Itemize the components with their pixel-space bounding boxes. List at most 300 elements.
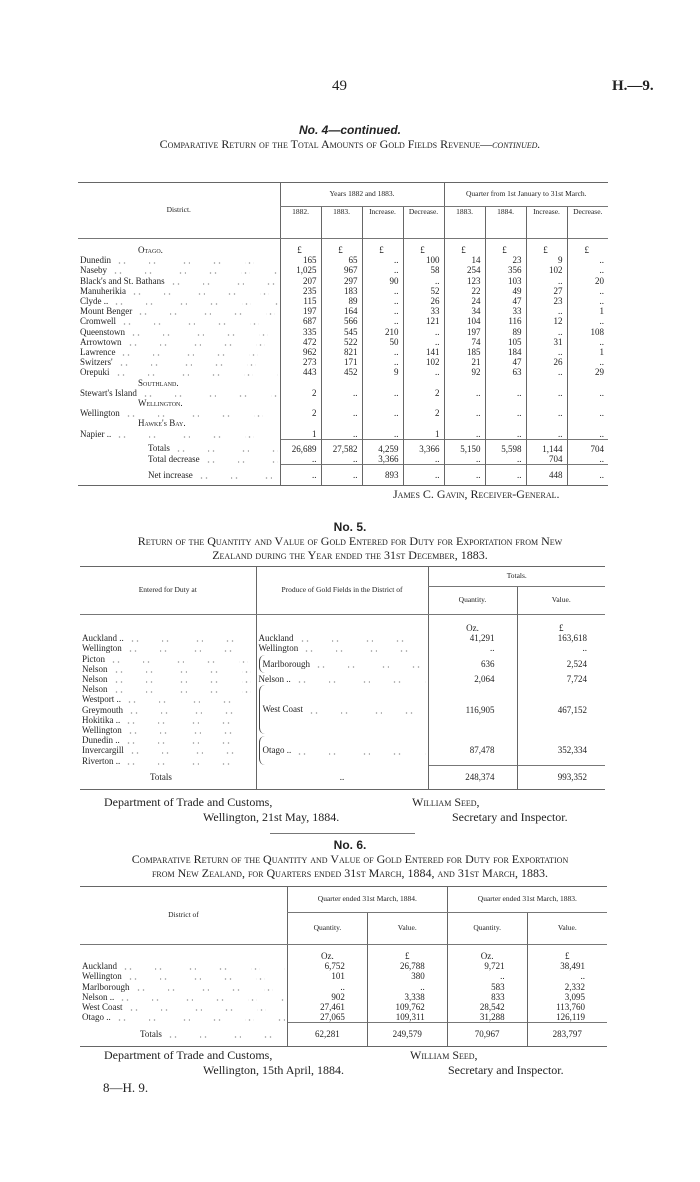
value-cell: .. <box>526 367 567 377</box>
dot-leader <box>128 643 254 653</box>
unit-cell <box>485 398 526 408</box>
table4-gold-fields-revenue <box>78 182 608 486</box>
unit-cell: £ <box>526 239 567 256</box>
table6-quarterly-gold-exports <box>80 886 607 1047</box>
value-cell: 21 <box>444 357 485 367</box>
value-cell: 123 <box>444 276 485 286</box>
value-cell: 1 <box>567 306 608 316</box>
dot-leader <box>119 357 278 367</box>
unit-cell <box>567 398 608 408</box>
district-name: Hokitika .. <box>82 714 121 725</box>
value-cell: 448 <box>526 465 567 486</box>
totals-quantity: 248,374 <box>428 766 517 789</box>
value-cell: 52 <box>403 286 444 296</box>
district-label-wrap <box>82 961 285 971</box>
value-cell: 24 <box>444 296 485 306</box>
value-cell: .. <box>287 982 367 992</box>
district-name: Wellington <box>82 643 122 654</box>
value-cell: 116 <box>485 316 526 326</box>
value-cell: .. <box>567 255 608 265</box>
dot-leader <box>114 664 254 674</box>
district-cell <box>78 265 280 275</box>
district-cell <box>80 1002 287 1012</box>
col-district: District of <box>80 887 287 945</box>
unit-cell <box>280 398 321 408</box>
table-row <box>78 357 608 367</box>
table6-heading <box>0 838 700 880</box>
district-cell <box>78 408 280 418</box>
dot-leader <box>130 633 254 643</box>
value-cell: .. <box>280 454 321 465</box>
district-name: Riverton .. <box>82 755 121 766</box>
district-name: Otago .. <box>82 1012 111 1023</box>
value-cell: 102 <box>526 265 567 275</box>
unit-cell <box>362 398 403 408</box>
value-cell: 31 <box>526 337 567 347</box>
table-row <box>80 1002 607 1012</box>
value-cell: 38,491 <box>527 961 607 971</box>
dot-leader <box>117 255 278 265</box>
entered-for-duty-cell <box>80 735 256 745</box>
value-cell: .. <box>362 265 403 275</box>
value-cell: 34 <box>444 306 485 316</box>
table-row <box>80 633 605 643</box>
produce-wrap <box>259 674 426 684</box>
value-cell: 967 <box>321 265 362 275</box>
col-header: 1883. <box>444 207 485 239</box>
value-cell: 28,542 <box>447 1002 527 1012</box>
value-cell: .. <box>485 429 526 440</box>
col-header: Quantity. <box>447 913 527 945</box>
blank <box>256 615 428 634</box>
value-cell: 545 <box>321 327 362 337</box>
value-cell: .. <box>485 408 526 418</box>
group-years: Years 1882 and 1883. <box>280 183 444 207</box>
unit-cell: £ <box>485 239 526 256</box>
totals-value: 62,281 <box>287 1023 367 1046</box>
value-cell: 23 <box>526 296 567 306</box>
dot-leader <box>316 659 426 669</box>
entered-for-duty-cell <box>80 694 256 704</box>
value-cell: 141 <box>403 347 444 357</box>
col-entered-for-duty: Entered for Duty at <box>80 567 256 615</box>
value-cell: 92 <box>444 367 485 377</box>
col-header: Increase. <box>362 207 403 239</box>
value-cell: 31,288 <box>447 1012 527 1023</box>
totals-label: Totals <box>150 771 172 782</box>
value-cell: 1 <box>567 347 608 357</box>
totals-row <box>80 766 605 789</box>
district-name: Switzers' <box>80 357 113 368</box>
produce-district-cell <box>256 735 428 766</box>
value-cell: .. <box>526 408 567 418</box>
dot-leader <box>114 296 277 306</box>
produce-district-name: Marlborough <box>259 655 311 673</box>
entered-for-duty-cell <box>80 643 256 653</box>
district-label-wrap <box>80 276 278 286</box>
value-cell: 2 <box>403 408 444 418</box>
value-cell: 207 <box>280 276 321 286</box>
unit-cell: £ <box>280 239 321 256</box>
district-label-wrap <box>80 357 278 367</box>
district-label-wrap <box>82 684 254 694</box>
unit-row <box>80 615 605 634</box>
value-cell: 3,338 <box>367 992 447 1002</box>
unit-cell: £ <box>527 945 607 962</box>
value-cell: .. <box>321 388 362 398</box>
dot-leader <box>120 992 285 1002</box>
value-cell: 273 <box>280 357 321 367</box>
value-cell: 27,582 <box>321 439 362 454</box>
value-cell: .. <box>526 429 567 440</box>
value-cell: 20 <box>567 276 608 286</box>
unit-cell <box>526 398 567 408</box>
district-name: Auckland <box>82 961 117 972</box>
unit-cell <box>567 418 608 428</box>
group-quarter-1883: Quarter ended 31st March, 1883. <box>447 887 607 913</box>
value-cell: 26,788 <box>367 961 447 971</box>
district-cell <box>78 357 280 367</box>
value-cell: .. <box>403 465 444 486</box>
district-cell <box>78 429 280 440</box>
group-totals: Totals. <box>428 567 605 587</box>
dot-leader <box>129 1002 285 1012</box>
table-row <box>78 296 608 306</box>
value-cell: .. <box>567 429 608 440</box>
district-name: Marlborough <box>82 981 130 992</box>
value-cell: .. <box>567 357 608 367</box>
value-cell: 704 <box>567 439 608 454</box>
table-row <box>78 429 608 440</box>
value-cell: .. <box>485 465 526 486</box>
value-cell: .. <box>444 454 485 465</box>
table-row <box>80 654 605 664</box>
section-header-row <box>78 418 608 428</box>
value-cell: 1,144 <box>526 439 567 454</box>
unit-cell <box>321 418 362 428</box>
entered-for-duty-cell <box>80 745 256 755</box>
dot-leader <box>126 756 253 766</box>
entered-for-duty-cell <box>80 674 256 684</box>
unit-cell: £ <box>362 239 403 256</box>
value-cell: .. <box>403 327 444 337</box>
value-cell: 297 <box>321 276 362 286</box>
value-cell: .. <box>367 982 447 992</box>
value-cell: 2 <box>280 408 321 418</box>
net-label <box>78 465 280 486</box>
value-cell: 101 <box>287 971 367 981</box>
t5-date: Wellington, 21st May, 1884. <box>203 810 340 824</box>
value-cell: 1,025 <box>280 265 321 275</box>
value-cell: .. <box>485 454 526 465</box>
district-name: Arrowtown <box>80 336 122 347</box>
district-label-wrap <box>82 633 254 643</box>
entered-for-duty-cell <box>80 654 256 664</box>
dot-leader <box>114 684 254 694</box>
dot-leader <box>297 746 425 756</box>
value-cell: 6,752 <box>287 961 367 971</box>
net-increase-row <box>78 465 608 486</box>
district-cell <box>78 347 280 357</box>
value-cell: 2,332 <box>527 982 607 992</box>
district-label-wrap <box>80 347 278 357</box>
totals-label <box>80 1023 287 1046</box>
district-label-wrap <box>82 694 254 704</box>
dot-leader <box>131 327 278 337</box>
value-cell: 197 <box>280 306 321 316</box>
dot-leader <box>300 633 426 643</box>
value-cell: .. <box>403 337 444 347</box>
unit-cell <box>280 418 321 428</box>
sheet-signature: 8—H. 9. <box>103 1080 149 1095</box>
value-cell: 74 <box>444 337 485 347</box>
district-name: Total decrease <box>148 454 200 465</box>
district-name: Dunedin .. <box>82 735 120 746</box>
table-row <box>78 388 608 398</box>
unit-cell: £ <box>321 239 362 256</box>
value-cell: 171 <box>321 357 362 367</box>
value-cell: .. <box>444 465 485 486</box>
produce-district-name: Auckland <box>258 633 294 644</box>
value-cell: 27 <box>526 286 567 296</box>
table-row <box>80 684 605 694</box>
district-name: Totals <box>148 443 170 454</box>
value-cell: 583 <box>447 982 527 992</box>
district-label-wrap <box>80 327 278 337</box>
produce-wrap <box>259 633 426 643</box>
district-label-wrap <box>80 408 278 418</box>
unit-cell: £ <box>367 945 447 962</box>
value-cell: 65 <box>321 255 362 265</box>
value-cell: 380 <box>367 971 447 981</box>
dot-leader <box>113 265 278 275</box>
value-cell: 126,119 <box>527 1012 607 1023</box>
value-cell: 29 <box>567 367 608 377</box>
receiver-general-signature: James C. Gavin, Receiver-General. <box>393 487 560 501</box>
value-cell: .. <box>567 454 608 465</box>
value-cell: .. <box>526 306 567 316</box>
table-row <box>78 347 608 357</box>
unit-cell <box>403 398 444 408</box>
value-cell: 1 <box>280 429 321 440</box>
col-header: 1882. <box>280 207 321 239</box>
value-cell: .. <box>403 454 444 465</box>
value-cell: 104 <box>444 316 485 326</box>
produce-district-name: Wellington <box>258 643 299 654</box>
value-cell: 197 <box>444 327 485 337</box>
table-row <box>78 367 608 377</box>
t6-date: Wellington, 15th April, 1884. <box>203 1063 345 1077</box>
value-cell: 2 <box>280 388 321 398</box>
table-row <box>78 408 608 418</box>
value-cell: .. <box>567 265 608 275</box>
value-cell: 4,259 <box>362 439 403 454</box>
district-label-wrap <box>82 664 254 674</box>
value-cell: 33 <box>485 306 526 316</box>
value-cell: 50 <box>362 337 403 347</box>
value-cell: .. <box>567 465 608 486</box>
value-cell: .. <box>362 408 403 418</box>
table6-title-line1: Comparative Return of the Quantity and Value of Gold Entered for Duty for Exportation <box>131 852 569 866</box>
unit-cell: £ <box>403 239 444 256</box>
unit-cell <box>362 418 403 428</box>
district-name: Dunedin <box>80 255 111 266</box>
dot-leader <box>128 725 254 735</box>
value-cell: 184 <box>485 347 526 357</box>
district-label-wrap <box>80 306 278 316</box>
produce-wrap <box>259 655 426 673</box>
value-cell: 12 <box>526 316 567 326</box>
produce-wrap <box>259 685 426 734</box>
unit-cell <box>567 378 608 388</box>
district-name: Orepuki <box>80 367 110 378</box>
unit-cell: Oz. <box>287 945 367 962</box>
table5-number: No. 5. <box>333 520 367 534</box>
totals-label <box>78 439 280 454</box>
value-cell: .. <box>362 255 403 265</box>
unit-cell <box>485 418 526 428</box>
district-cell <box>80 992 287 1002</box>
value-cell: .. <box>567 296 608 306</box>
dot-leader <box>128 971 285 981</box>
district-label-wrap <box>82 735 254 745</box>
value-cell: .. <box>527 971 607 981</box>
value-cell: 704 <box>526 454 567 465</box>
district-label-wrap <box>80 286 278 296</box>
value-cell: .. <box>526 388 567 398</box>
table5-heading <box>0 520 700 562</box>
district-name: Manuherikia <box>80 285 126 296</box>
unit-cell <box>485 378 526 388</box>
value-cell: .. <box>526 327 567 337</box>
district-label-wrap <box>82 992 285 1002</box>
table-row <box>78 276 608 286</box>
district-name: Net increase <box>148 469 193 480</box>
value-cell: 687 <box>280 316 321 326</box>
value-cell: 5,598 <box>485 439 526 454</box>
value-cell: 452 <box>321 367 362 377</box>
value-cell: .. <box>447 971 527 981</box>
district-name: Picton <box>82 653 106 664</box>
col-header: Value. <box>527 913 607 945</box>
value-cell: 27,065 <box>287 1012 367 1023</box>
value-cell: .. <box>444 408 485 418</box>
district-label-wrap <box>82 725 254 735</box>
value-cell: 902 <box>287 992 367 1002</box>
value-cell: 893 <box>362 465 403 486</box>
table-row <box>80 1012 607 1023</box>
district-label-wrap <box>148 443 278 453</box>
page-number: 49 <box>332 78 347 94</box>
value-cell: .. <box>403 276 444 286</box>
entered-for-duty-cell <box>80 715 256 725</box>
divider <box>270 833 415 834</box>
district-cell <box>78 316 280 326</box>
table5-title-line1: Return of the Quantity and Value of Gold Entered for Duty for Exportation from New <box>137 534 563 548</box>
unit-cell <box>444 418 485 428</box>
value-cell: 102 <box>403 357 444 367</box>
value-cell: .. <box>321 454 362 465</box>
dot-leader <box>126 408 278 418</box>
produce-district-cell <box>256 643 428 653</box>
district-name: Totals <box>140 1028 162 1039</box>
dot-leader <box>206 454 278 464</box>
value-cell: 566 <box>321 316 362 326</box>
value-cell: 235 <box>280 286 321 296</box>
value-cell: .. <box>567 388 608 398</box>
dot-leader <box>114 674 254 684</box>
table6-number: No. 6. <box>333 838 367 852</box>
district-label-wrap <box>80 316 278 326</box>
dot-leader <box>168 1029 285 1039</box>
value-cell: 9 <box>526 255 567 265</box>
district-name: Wellington <box>82 725 122 736</box>
unit-pound: £ <box>517 615 605 634</box>
col-header: 1884. <box>485 207 526 239</box>
value-cell: 352,334 <box>517 735 605 766</box>
district-label-wrap <box>80 429 278 439</box>
value-cell: 183 <box>321 286 362 296</box>
produce-district-name: Otago .. <box>259 736 292 765</box>
unit-cell <box>362 378 403 388</box>
district-label-wrap <box>80 337 278 347</box>
district-cell <box>80 971 287 981</box>
quantity-cell: 41,291 <box>428 633 517 643</box>
value-cell: 26 <box>526 357 567 367</box>
t5-dept: Department of Trade and Customs, <box>104 795 273 809</box>
value-cell: 113,760 <box>527 1002 607 1012</box>
district-name: Nelson .. <box>82 991 115 1002</box>
quantity-cell: .. <box>428 643 517 653</box>
unit-cell <box>526 378 567 388</box>
dot-leader <box>136 982 285 992</box>
value-cell: .. <box>567 286 608 296</box>
value-cell: 109,311 <box>367 1012 447 1023</box>
value-cell: 833 <box>447 992 527 1002</box>
entered-for-duty-cell <box>80 664 256 674</box>
value-cell: 821 <box>321 347 362 357</box>
district-cell <box>80 1012 287 1023</box>
value-cell: .. <box>444 388 485 398</box>
table-row <box>78 316 608 326</box>
table-row <box>80 643 605 653</box>
value-cell: 472 <box>280 337 321 347</box>
totals-value: 993,352 <box>517 766 605 789</box>
dot-leader <box>122 316 278 326</box>
value-cell: 522 <box>321 337 362 347</box>
district-label-wrap <box>140 1029 285 1039</box>
value-cell: 2,524 <box>517 654 605 674</box>
col-header: 1883. <box>321 207 362 239</box>
t6-dept: Department of Trade and Customs, <box>104 1048 273 1062</box>
value-cell: 254 <box>444 265 485 275</box>
section-header-row <box>78 378 608 388</box>
produce-district-name: Nelson .. <box>258 674 291 685</box>
table-row <box>78 306 608 316</box>
district-cell <box>78 337 280 347</box>
value-cell: 467,152 <box>517 684 605 735</box>
value-cell: 27,461 <box>287 1002 367 1012</box>
t5-signatory: William Seed, <box>412 795 480 809</box>
t6-signatory: William Seed, <box>410 1048 478 1062</box>
district-name: Nelson <box>82 684 108 695</box>
dot-leader <box>123 961 285 971</box>
dot-leader <box>130 745 254 755</box>
value-cell: .. <box>321 408 362 418</box>
group-quarter: Quarter from 1st January to 31st March. <box>444 183 608 207</box>
dot-leader <box>126 735 254 745</box>
table4-number: No. 4—continued. <box>299 123 401 137</box>
